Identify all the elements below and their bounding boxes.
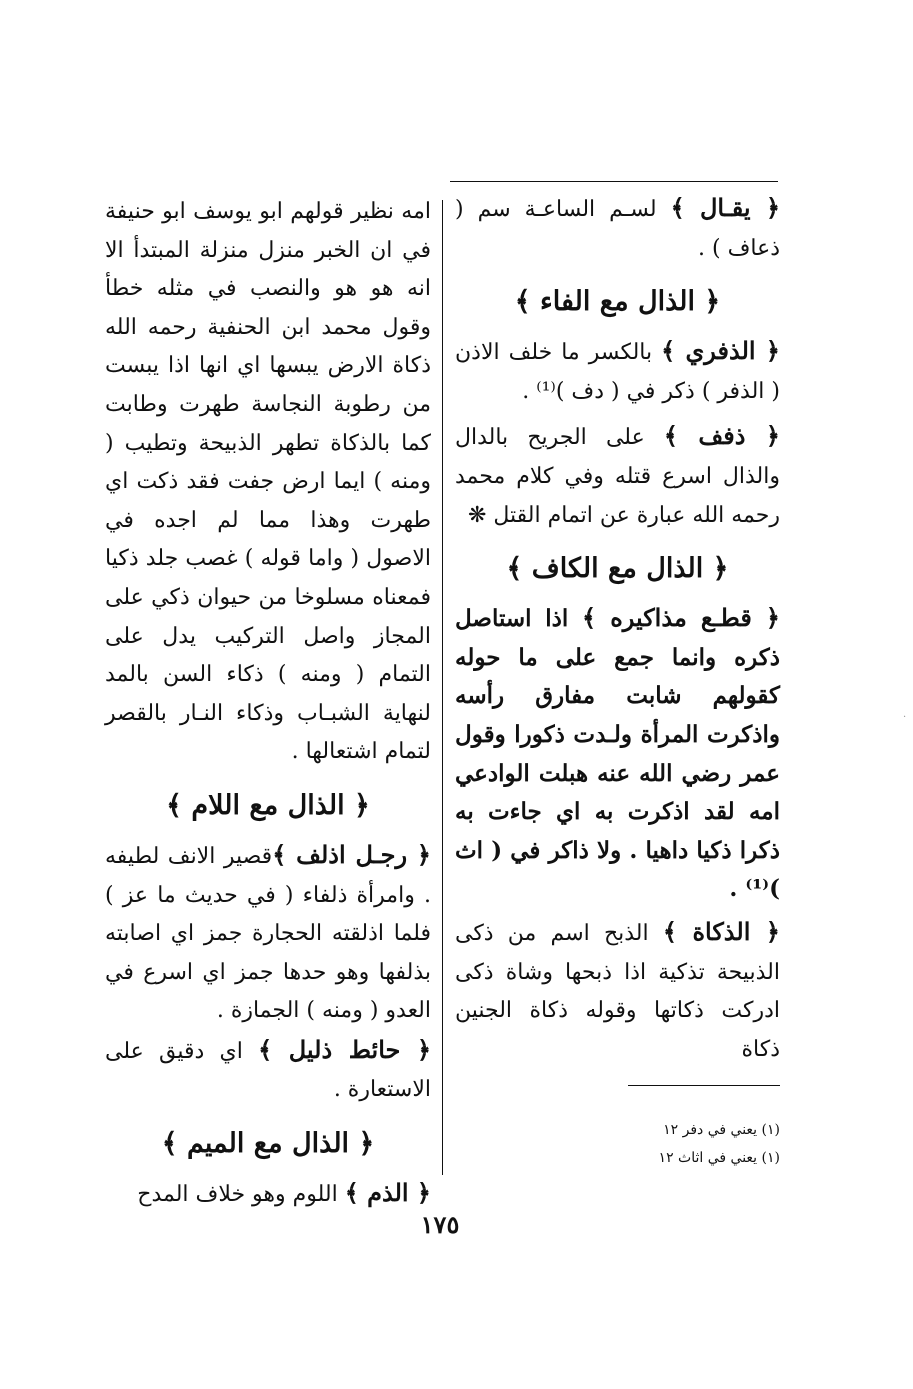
footnote: (١) يعني في دفر ١٢	[663, 1122, 780, 1138]
entry-paragraph	[455, 913, 780, 1069]
entry-paragraph	[455, 599, 780, 909]
entry-term: ﴿ الذفري ﴾	[661, 336, 780, 366]
footnote-rule	[628, 1085, 780, 1086]
entry-paragraph: امه نظير قولهم ابو يوسف ابو حنيفة في ان الخبر منزل منزلة المبتدأ الا انه هو هو والنصب في مثله خطأ وقول محمد ابن الحنفية رحمه الله ذكاة الارض يبسها اي انها اذا يبست من رطوبة النجاسة طهرت وطابت كما بالذكاة تطهر الذبيحة وتطيب ( ومنه ) ايما ارض جفت فقد ذكت اي طهرت وهذا مما لم اجده في الاصول ( واما قوله ) غصب جلد ذكيا فمعناه مسلوخا من حيوان ذكي على المجاز واصل التركيب يدل على التمام ( ومنه ) ذكاء السن بالمد لنهاية الشبـاب وذكاء النـار بالقصر لتمام اشتعالها .	[105, 199, 431, 765]
column-divider	[442, 200, 443, 1175]
entry-paragraph	[455, 417, 780, 535]
entry-paragraph	[105, 1174, 431, 1215]
entry-paragraph	[455, 332, 780, 411]
entry-term: ﴿ حائط ذليل ﴾	[258, 1034, 432, 1064]
entry-term: ﴿ رجـل اذلف ﴾	[272, 839, 431, 869]
entry-text: اي دقيق على الاستعارة .	[105, 1038, 431, 1103]
entry-paragraph	[105, 1031, 431, 1110]
entry-term: ﴿ الذكاة ﴾	[662, 916, 780, 946]
entry-text: قصير الانف لطيفه . وامرأة ذلفاء ( في حديث ما عز ) فلما اذلقته الحجارة جمز اي اصابته بذلفها وهو حدها جمز اي اسرع في العدو ( ومنه ) الجمازة .	[105, 843, 431, 1024]
scan-speck: ·	[903, 712, 907, 723]
header-rule	[450, 181, 778, 182]
entry-paragraph	[105, 836, 431, 1031]
entry-paragraph	[455, 189, 780, 268]
entry-term: ﴿ الذم ﴾	[344, 1178, 431, 1208]
footnotes	[600, 1116, 780, 1172]
section-heading: ﴿ الذال مع اللام ﴾	[166, 789, 370, 821]
entry-term: ﴿ يقـال ﴾	[670, 193, 780, 222]
entry-text: على الجريح بالدال والذال اسرع قتله وفي كلام محمد رحمه الله عبارة عن اتمام القتل ❋	[455, 425, 780, 528]
entry-term: ﴿ ذفف ﴾	[663, 421, 780, 451]
footnote: (١) يعني في اثاث ١٢	[658, 1150, 780, 1166]
entry-term: ﴿ قطـع مذاكيره ﴾	[582, 603, 780, 633]
entry-text: الذبح اسم من ذكى الذبيحة تذكية اذا ذبحها وشاة ذكى ادركت ذكاتها وقوله ذكاة الجنين ذكاة	[455, 920, 780, 1062]
entry-text: بالكسر ما خلف الاذن ( الذفر ) ذكر في ( دف )⁽¹⁾ .	[455, 340, 780, 404]
entry-text: اللوم وهو خلاف المدح	[137, 1182, 345, 1208]
section-heading: ﴿ الذال مع الميم ﴾	[161, 1128, 375, 1160]
section-heading: ﴿ الذال مع الفاء ﴾	[514, 286, 721, 318]
page-number: ١٧٥	[420, 1210, 460, 1239]
entry-text: لسـم الساعـة سم ( ذعاف ) .	[455, 197, 780, 261]
entry-text: اذا استاصل ذكره وانما جمع على ما حوله كقولهم شابت مفارق رأسه واذكرت المرأة ولـدت ذكورا وقول عمر رضي الله عنه هبلت الوادعي امه لقد اذكرت به اي جاءت به ذكرا ذكيا داهيا . ولا ذاكر في ( اث )⁽¹⁾ .	[455, 605, 780, 903]
left-column	[105, 193, 431, 1215]
section-heading: ﴿ الذال مع الكاف ﴾	[506, 553, 729, 585]
right-column	[455, 189, 780, 1069]
